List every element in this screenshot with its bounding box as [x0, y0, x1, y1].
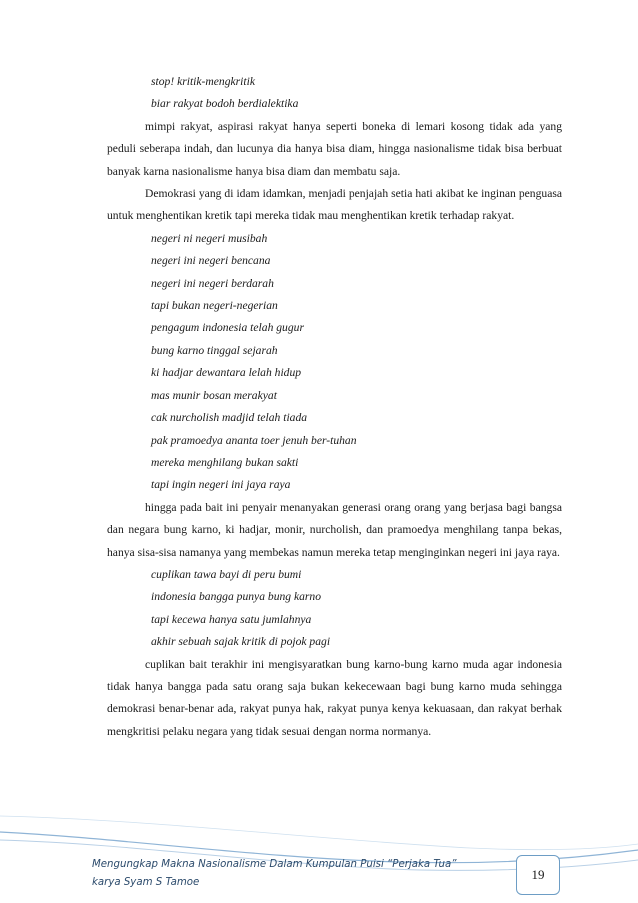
- verse-line: tapi ingin negeri ini jaya raya: [151, 478, 291, 492]
- body-paragraph: mimpi rakyat, aspirasi rakyat hanya seperti boneka di lemari kosong tidak ada yang peduli seberapa indah, dan lucunya dia hanya bisa diam, hingga nasionalisme tidak bisa berbuat banyak karna nasionalisme hanya bisa diam dan membatu saja.: [107, 119, 562, 178]
- verse-line: indonesia bangga punya bung karno: [151, 590, 322, 604]
- verse-line: negeri ini negeri berdarah: [151, 276, 274, 290]
- verse-line: negeri ini negeri bencana: [151, 254, 271, 268]
- verse-line: negeri ni negeri musibah: [151, 231, 268, 245]
- verse-line: mereka menghilang bukan sakti: [151, 455, 299, 469]
- body-paragraph: hingga pada bait ini penyair menanyakan generasi orang orang yang berjasa bagi bangsa dan negara bung karno, ki hadjar, monir, nurcholish, dan pramoedya menghilang tanpa bekas, hanya sisa-sisa namanya yang membekas namun mereka tetap menginginkan negeri ini jaya raya.: [107, 500, 562, 559]
- verse-line: biar rakyat bodoh berdialektika: [151, 97, 299, 111]
- verse-line: pengagum indonesia telah gugur: [151, 321, 304, 335]
- body-paragraph: Demokrasi yang di idam idamkan, menjadi penjajah setia hati akibat ke inginan penguasa untuk menghentikan kretik tapi mereka tidak mau menghentikan kretik terhadap rakyat.: [107, 187, 562, 223]
- verse-line: tapi bukan negeri-negerian: [151, 299, 278, 313]
- verse-line: mas munir bosan merakyat: [151, 388, 277, 402]
- footer-caption: [92, 856, 457, 892]
- footer-author: karya Syam S Tamoe: [92, 877, 200, 888]
- verse-line: ki hadjar dewantara lelah hidup: [151, 366, 302, 380]
- verse-line: pak pramoedya ananta toer jenuh ber-tuhan: [151, 433, 357, 447]
- verse-line: cak nurcholish madjid telah tiada: [151, 411, 308, 425]
- page-number: 19: [516, 855, 560, 895]
- page-content: [107, 71, 562, 743]
- footer-title: Mengungkap Makna Nasionalisme Dalam Kumpulan Puisi “Perjaka Tua”: [92, 859, 457, 870]
- verse-line: cuplikan tawa bayi di peru bumi: [151, 567, 302, 581]
- body-paragraph: cuplikan bait terakhir ini mengisyaratkan bung karno-bung karno muda agar indonesia tidak hanya bangga pada satu orang saja bukan kekecewaan bagi bung karno muda sehingga demokrasi benar-benar ada, rakyat punya hak, rakyat punya kenya kekuasaan, dan rakyat berhak mengkritisi pelaku negara yang tidak sesuai dengan norma normanya.: [107, 657, 562, 738]
- verse-line: bung karno tinggal sejarah: [151, 343, 278, 357]
- verse-line: stop! kritik-mengkritik: [151, 75, 255, 88]
- verse-line: tapi kecewa hanya satu jumlahnya: [151, 612, 312, 626]
- verse-line: akhir sebuah sajak kritik di pojok pagi: [151, 635, 331, 649]
